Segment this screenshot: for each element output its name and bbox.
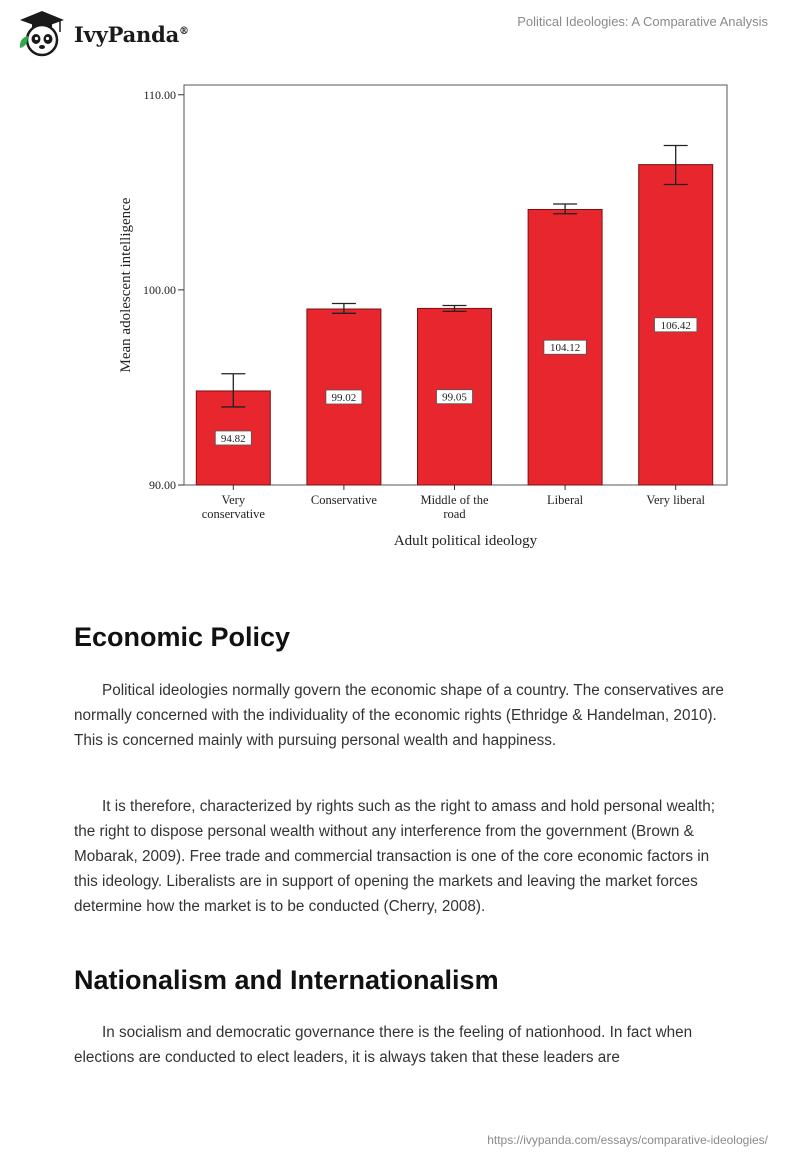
- y-tick-label: 110.00: [143, 87, 176, 102]
- x-tick-label: Middle of the: [420, 493, 489, 507]
- y-axis-label: Mean adolescent intelligence: [118, 197, 134, 373]
- page-header: [0, 0, 800, 70]
- value-label: 99.05: [442, 391, 467, 404]
- x-axis-label: Adult political ideology: [393, 533, 538, 549]
- brand-name: IvyPanda®: [74, 21, 189, 47]
- panda-graduate-icon: [16, 8, 68, 60]
- paragraph: Political ideologies normally govern the economic shape of a country. The conservatives are normally concerned with the individuality of the economic rights (Ethridge & Handelman, 2010). This is concerned mainly with pursuing personal wealth and happiness.: [74, 682, 724, 749]
- x-tick-label: conservative: [201, 507, 265, 521]
- bar-chart: [90, 70, 750, 570]
- x-tick-label: Liberal: [547, 493, 584, 507]
- y-tick-label: 100.00: [143, 282, 176, 297]
- x-tick-label: Conservative: [310, 493, 377, 507]
- document-title: Political Ideologies: A Comparative Analysis: [517, 14, 768, 29]
- x-tick-label: Very: [221, 493, 246, 507]
- paragraph: In socialism and democratic governance there is the feeling of nationhood. In fact when elections are conducted to elect leaders, it is always taken that these leaders are: [74, 1024, 693, 1066]
- value-label: 106.42: [660, 319, 691, 332]
- value-label: 94.82: [220, 432, 246, 445]
- ivypanda-logo[interactable]: [16, 8, 189, 60]
- section-heading-nationalism: Nationalism and Internationalism: [74, 965, 499, 995]
- footer-url[interactable]: https://ivypanda.com/essays/comparative-ideologies/: [487, 1133, 768, 1147]
- chart-figure: [90, 70, 750, 570]
- paragraph: It is therefore, characterized by rights such as the right to amass and hold personal wealth; the right to dispose personal wealth without any interference from the government (Brown & Mobarak, 2009). Free trade and commercial transaction is one of the core economic factors in this ideology. Liberalists are in support of opening the markets and leaving the market forces determine how the market is to be conducted (Cherry, 2008).: [74, 798, 716, 915]
- y-tick-label: 90.00: [149, 478, 176, 492]
- x-tick-label: Very liberal: [646, 493, 706, 507]
- value-label: 104.12: [549, 342, 581, 355]
- value-label: 99.02: [331, 392, 357, 404]
- x-tick-label: road: [443, 507, 466, 521]
- section-heading-economic-policy: Economic Policy: [74, 622, 291, 652]
